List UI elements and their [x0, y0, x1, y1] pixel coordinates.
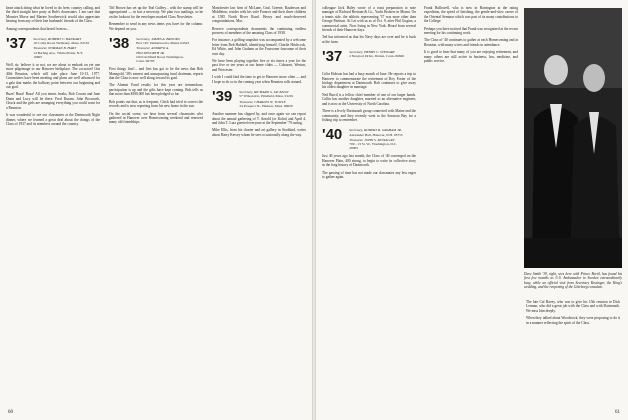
paragraph: It is good to hear that many of you are enjoying retirement, and many others are still active in business, law, medicine, and public service.: [424, 50, 518, 64]
paragraph: The Alumni Fund results for this year are tremendous; participation is up and the gifts have kept coming. Bob tells us that more than $390,000 has been pledged so far.: [109, 83, 203, 97]
left-page: [0, 0, 312, 420]
paragraph: First things first!... and first has got to be the news that Bob Manegold, '38's earnest and unsurpassing fund chairman, reports that the Class is now well along toward its goal.: [109, 67, 203, 81]
page-number: 61: [615, 410, 620, 415]
class-heading-38: [109, 37, 203, 63]
secretary-address: 10 Colby Road, Wellesley, Mass. 02181: [33, 41, 90, 46]
treasurer-address: 14 Barling Ave., White Plains, N.Y. 10605: [33, 50, 84, 59]
class-year: '38: [109, 35, 130, 53]
left-column-1: [6, 6, 100, 406]
left-column-2: [109, 6, 203, 406]
class-year: '39: [212, 88, 233, 106]
secretary-name: Secretary, RICHARD S. JACKSON: [239, 90, 289, 95]
paragraph: The passing of time has not made our classmates any less eager to gather again.: [322, 170, 416, 179]
secretary-name: Secretary, JAMES A. BROOKS: [136, 37, 180, 42]
class-officers: [239, 90, 295, 108]
class-year: '37: [322, 48, 343, 66]
class-heading-37: [6, 37, 100, 59]
paragraph: Among correspondents that heard from us...: [6, 26, 70, 31]
paragraph: Tiff Brown has set up the Teal Gallery... with the stamp will be appropriated — in fact a necessity. We plan two mailings, so be on the lookout for the envelopes marked Class Newsletter.: [109, 6, 203, 19]
paragraph: For instance, a golfing snapshot was accompanied by a welcome letter from Bob Hubbell, identifying himself, Charlie Hitchcock, Ed White, and John Graham as the Foursome foursome of their own day.: [212, 38, 306, 56]
paragraph: Buzz! Buzz! Buzz! All you tennis freaks, Bob Cowan and Jane Dunn and Lucy will be there. Fred Duram, John Bosworth, Chuck and the girls are arranging everything you could want for a Reunion.: [6, 92, 100, 110]
secretary-address: Box 167, Damariscotta, Maine 04543: [136, 41, 189, 46]
paragraph: The Class of '40 continues to gather at each Homecoming and at Reunion, with many wives and friends in attendance.: [424, 38, 518, 47]
secretary-address: 2 Newport Drive, Darien, Conn. 06820: [349, 54, 405, 59]
paragraph: There is a lively Dartmouth group connected with Maine and the community, and they recently went to the Sarasota Bay for a fishing trip to remember.: [322, 109, 416, 122]
right-column-3: [526, 300, 620, 406]
paragraph: Colin Hobson has had a busy month of June. He reports a trip to Hanover to commemorate the retirement of Roy Foster of the biology department at Dartmouth. Bob continues to give away his oldest daughter in marriage.: [322, 72, 416, 90]
secretary-address: Alexander Hall, Hanover, N.H. 03755: [349, 132, 403, 137]
paragraph: It was wonderful to see our classmates at the Dartmouth Night dinner, where we learned a great deal about the doings of the Class of 1937 and its members around the country.: [6, 113, 100, 126]
treasurer-address: 34 Prospect St., Hudson, Mass. 06629: [239, 103, 293, 108]
paragraph: Remember to send in any news items you have for the column. We depend on you.: [109, 22, 203, 31]
paragraph: We have been playing together five or six times a year for the past five or ten years at our home clubs — Cohasset, Weston, and Worcester.: [212, 59, 306, 72]
paragraph: On the social scene, we hear from several classmates who gathered in Hanover over Homecoming weekend and renewed many old friendships.: [109, 111, 203, 125]
right-column-1: [322, 6, 416, 406]
class-officers: [349, 128, 405, 150]
class-heading-39: [212, 90, 306, 108]
paragraph: The late Cal Ravey, who was to give his 15th reunion to Dick Lerman, who did a great job with the Class and with Dartmouth. We miss him deeply.: [526, 300, 620, 313]
class-officers: [349, 50, 405, 58]
right-page: [316, 0, 628, 420]
page-number: 60: [8, 410, 13, 415]
paragraph: Mike Ellis, from his charter and art gallery in Stoddard, writes about Harry Kersey whom he sees occasionally along the way.: [212, 128, 306, 137]
secretary-name: Secretary, ROBERT R. GRAHAM JR.: [349, 128, 402, 133]
treasurer-address: 700 - 13 St. W., Washington, D.C. 20005: [349, 141, 397, 151]
treasurer-name: Treasurer, ANDREW A. HOLTZWORTH JR.: [136, 46, 170, 55]
paragraph: Perhaps you have noticed that Frank was recognized at the recent meeting for his continuing work.: [424, 26, 518, 36]
paragraph: Ned Burril is a fellow chief member of one of our larger bands. Collin has another daughter, married to an alternative engineer, and is now at the University of North Carolina.: [322, 92, 416, 106]
treasurer-address: Old Litchfield Road, Washington, Conn. 06793: [136, 54, 184, 64]
treasurer-name: Treasurer, NORMAN B. HART: [33, 46, 77, 51]
secretary-address: 57 Wilson Rd., Pittsfield, Mass. 01201: [239, 94, 294, 99]
paragraph: Well, sir, believe it or not, we are about to embark on yet one more pilgrimage to our Hanover birthplace. The occasion? Our 40th Reunion, which will take place June 10-13, 1977. Committees have been meeting and plans are well advanced for a gala that marks the halfway point between our beginning and our goal.: [6, 63, 100, 90]
left-column-3: [212, 6, 306, 406]
treasurer-name: Treasurer, JOHN S. MONAGAN: [349, 137, 395, 142]
paragraph: colleague Jack Haley wrote of a roast preparation to note manager of Richard Bertram & Co., Yacht Brokers in Miami. On a tennis side, the athletic representing '37 was none other than George Pattison. At Let with us as of Oct. 9, after Phil Gogina, a commercial artist. Now living in New York. Heard from several friends of their Hanover days.: [322, 6, 416, 33]
paragraph: Just 40 years ago last month, the Class of '40 converged on the Hanover Plain, 400 strong, to begin to write its collective story in the long history of Dartmouth.: [322, 154, 416, 168]
class-year: '37: [6, 35, 27, 53]
class-officers: [33, 37, 89, 59]
paragraph: When they talked about Woodstock, they were proposing to do it in a manner reflecting the spirit of the Class.: [526, 316, 620, 325]
paragraph: Reserve correspondents documents the continuing endless prowess of members of the amazing Class of 1938.: [212, 26, 306, 36]
paragraph: Bob points out that, as is frequent, Chick had tried to correct the records and is now reporting from his new home in the sun.: [109, 99, 203, 109]
class-year: '40: [322, 126, 343, 144]
paragraph: Manchester law firm of McLane, Graf, Greene, Raulerson and Middleton, resides with his wife Frances and their three children at 1585 North River Road. Heavy and much-deserved congratulations, Mac.: [212, 6, 306, 24]
treasurer-name: Treasurer, CHARLES W. TOWLE: [239, 99, 286, 104]
photo-ambassador-with-prince: [524, 8, 622, 268]
paragraph: heart attack doing what he loved to do: beer, country calling, and the third straight beer party at Bob's downstairs. I am sure that Monster Morse and Marine Southerwick would also appreciate hearing from any of their late husbands' friends of the Class.: [6, 6, 100, 24]
photo-caption: Dave Smith '39, right, sees here with Prince Bertil, has found his first few months as U.S. Ambassador to Sweden extraordinarily busy, while an official visit from Secretary Kissinger, the King's wedding, and the reopening of the Göteborg consulate.: [524, 272, 622, 290]
right-column-2: [424, 6, 518, 406]
secretary-name: Secretary, HENRY C. STEWART: [349, 50, 395, 55]
paragraph: Another summer has slipped by, and once again we can report about the annual gathering of T. Arnold (or Kohn) and April 4, and John T. Lutz greeted everyone at the September '79 outing.: [212, 112, 306, 125]
class-heading-40: [322, 128, 416, 150]
class-heading-37-right: [322, 50, 416, 68]
paragraph: Frank Hallowell, who is now in Barrington at the rating expedition, the speed of finishing, the gentle-and-slow career of the Oriental Seminar which was part of its many contributions to the College.: [424, 6, 518, 24]
photo-image: [524, 8, 622, 268]
paragraph: I wish I could find the time to get to Hanover more often — and I hope to do so in the coming year when Reunion rolls around.: [212, 75, 306, 84]
secretary-name: Secretary, ROBERT C. BANKART: [33, 37, 82, 42]
paragraph: Ted has informed us that his Navy days are over and he is back at the farm.: [322, 35, 416, 44]
class-officers: [136, 37, 192, 63]
